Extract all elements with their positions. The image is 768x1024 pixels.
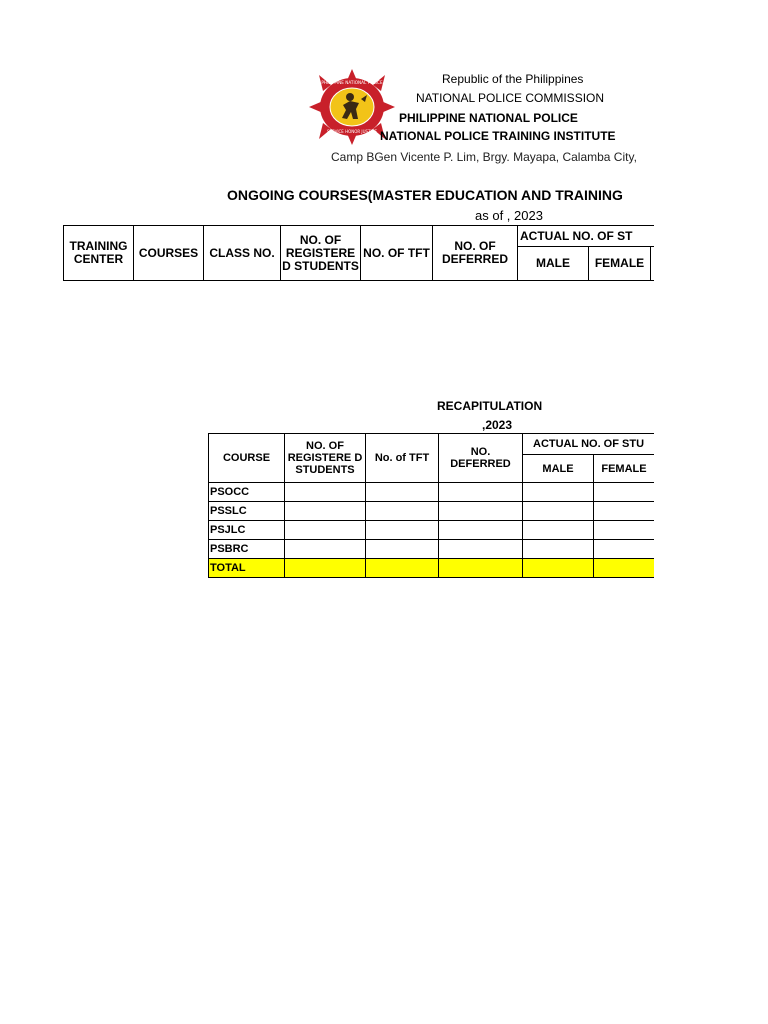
table-row — [209, 521, 655, 540]
report-title: ONGOING COURSES(MASTER EDUCATION AND TRAINING — [227, 187, 623, 203]
commission-line: NATIONAL POLICE COMMISSION — [416, 91, 605, 105]
recap-header-deferred: NO. DEFERRED — [439, 434, 523, 483]
header-male: MALE — [518, 247, 589, 281]
recap-table-region — [208, 433, 654, 583]
recap-course-cell: PSJLC — [209, 521, 285, 540]
recap-course-cell: PSBRC — [209, 540, 285, 559]
header-courses: COURSES — [134, 226, 204, 281]
header-no-of-deferred: NO. OF DEFERRED — [433, 226, 518, 281]
ongoing-courses-table-region — [63, 225, 654, 281]
republic-line: Republic of the Philippines — [442, 72, 584, 86]
header-no-of-tft: NO. OF TFT — [361, 226, 433, 281]
recap-title: RECAPITULATION — [437, 399, 543, 413]
recap-table — [208, 433, 654, 578]
recap-course-cell: PSSLC — [209, 502, 285, 521]
header-blank — [651, 247, 655, 281]
institute-line: NATIONAL POLICE TRAINING INSTITUTE — [380, 129, 616, 143]
recap-header-course: COURSE — [209, 434, 285, 483]
total-label: TOTAL — [209, 559, 285, 578]
agency-line: PHILIPPINE NATIONAL POLICE — [399, 111, 578, 125]
table-row — [209, 483, 655, 502]
logo-text-bottom: SERVICE HONOR JUSTICE — [326, 129, 378, 134]
header-class-no: CLASS NO. — [204, 226, 281, 281]
recap-header-registered: NO. OF REGISTERE D STUDENTS — [285, 434, 366, 483]
recap-header-actual: ACTUAL NO. OF STU — [523, 434, 655, 455]
header-actual-students: ACTUAL NO. OF ST — [518, 226, 655, 247]
recap-year: ,2023 — [482, 418, 513, 432]
recap-course-cell: PSOCC — [209, 483, 285, 502]
table-row — [209, 540, 655, 559]
header-training-center: TRAINING CENTER — [64, 226, 134, 281]
recap-header-male: MALE — [523, 455, 594, 483]
header-registered-students: NO. OF REGISTERE D STUDENTS — [281, 226, 361, 281]
total-row — [209, 559, 655, 578]
recap-header-female: FEMALE — [594, 455, 655, 483]
table-row — [209, 502, 655, 521]
as-of-date: as of , 2023 — [475, 208, 543, 223]
address-line: Camp BGen Vicente P. Lim, Brgy. Mayapa, Calamba City, — [331, 150, 637, 164]
recap-header-tft: No. of TFT — [366, 434, 439, 483]
header-female: FEMALE — [589, 247, 651, 281]
ongoing-courses-table — [63, 225, 654, 281]
logo-text-top: PHILIPPINE NATIONAL POLICE — [321, 80, 383, 85]
